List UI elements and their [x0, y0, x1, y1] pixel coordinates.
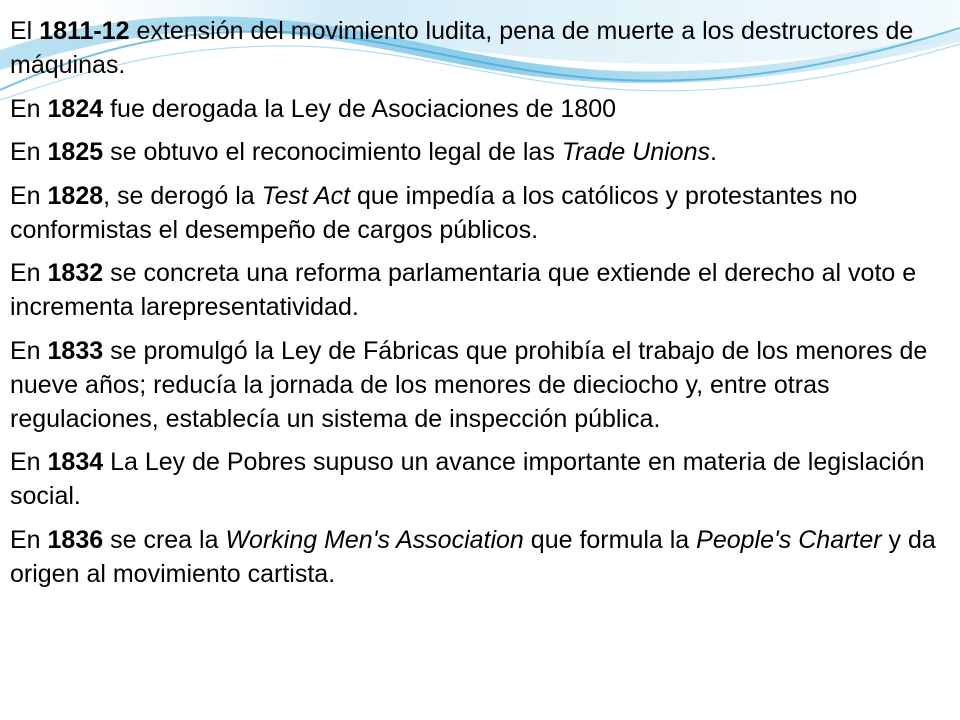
paragraph-text: . [709, 138, 717, 166]
paragraph-italic-term: Test Act [261, 181, 351, 210]
paragraph-year: 1811-12 [39, 17, 130, 45]
paragraph-lead: En [10, 525, 48, 554]
paragraph-text: y da origen al movimiento cartista. [10, 525, 936, 588]
timeline-paragraph [10, 179, 955, 247]
paragraph-year: 1834 [47, 448, 104, 476]
paragraph-italic-term: People's Charter [696, 525, 882, 554]
paragraph-text: se promulgó la Ley de Fábricas que prohibía el trabajo de los menores de nueve años; reducía la jornada de los menores de dieciocho y, entre otras regulaciones, establecía un sistema de inspección pública. [10, 336, 928, 433]
paragraph-text: se crea la [103, 525, 226, 554]
paragraph-lead: En [10, 448, 48, 476]
paragraph-text: que impedía a los católicos y protestantes no conformistas el desempeño de cargos públicos. [10, 181, 858, 244]
paragraph-italic-term: Working Men's Association [225, 525, 524, 554]
paragraph-italic-term: Trade Unions [561, 138, 710, 166]
timeline-paragraph [10, 445, 955, 513]
paragraph-text: se concreta una reforma parlamentaria que extiende el derecho al voto e incrementa larepresentatividad. [10, 259, 917, 321]
timeline-paragraph [10, 135, 955, 169]
paragraph-text: , se derogó la [103, 181, 262, 210]
paragraph-lead: En [10, 138, 48, 166]
paragraph-year: 1828 [47, 181, 104, 210]
paragraph-year: 1824 [47, 94, 104, 123]
paragraph-lead: El [10, 17, 40, 45]
paragraph-text: extensión del movimiento ludita, pena de muerte a los destructores de máquinas. [10, 17, 914, 79]
timeline-paragraph [10, 92, 955, 126]
slide-body [10, 14, 955, 600]
timeline-paragraph [10, 256, 955, 324]
paragraph-text: La Ley de Pobres supuso un avance importante en materia de legislación social. [10, 448, 925, 510]
paragraph-lead: En [10, 181, 48, 210]
paragraph-lead: En [10, 94, 48, 123]
paragraph-year: 1825 [47, 138, 104, 166]
timeline-paragraph [10, 14, 955, 82]
paragraph-year: 1836 [47, 525, 104, 554]
paragraph-year: 1833 [47, 336, 104, 365]
paragraph-text: fue derogada la Ley de Asociaciones de 1800 [103, 94, 617, 123]
paragraph-text: que formula la [523, 525, 697, 554]
timeline-paragraph [10, 523, 955, 591]
paragraph-text: se obtuvo el reconocimiento legal de las [103, 138, 562, 166]
timeline-paragraph [10, 334, 955, 436]
paragraph-lead: En [10, 336, 48, 365]
paragraph-lead: En [10, 259, 48, 287]
paragraph-year: 1832 [47, 259, 104, 287]
